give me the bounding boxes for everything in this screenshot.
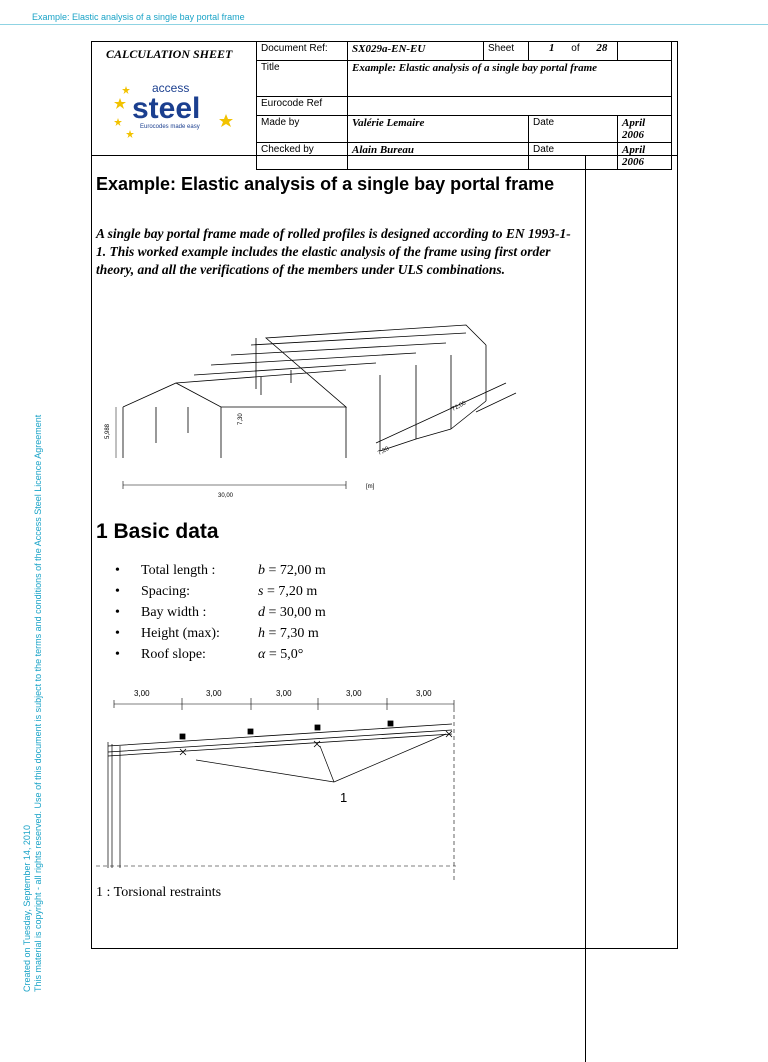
top-divider — [0, 24, 768, 25]
side-note-line1: Created on Tuesday, September 14, 2010 — [22, 825, 32, 992]
logo-steel-text: steel — [132, 92, 201, 125]
item-value: = 72,00 m — [265, 563, 326, 578]
sheet-number: 1 — [549, 42, 555, 54]
date-label-2: Date — [529, 143, 618, 170]
unit-label: [m] — [366, 484, 375, 490]
document-abstract: A single bay portal frame made of rolled profiles is designed according to EN 1993-1-1. This worked example includes the elastic analysis of the frame using first order theory, and all the verifications of the members under ULS combinations. — [96, 226, 571, 277]
item-label: Total length : — [141, 563, 216, 578]
access-steel-logo — [110, 78, 236, 140]
side-note — [22, 415, 44, 992]
side-note-line2: This material is copyright - all rights reserved. Use of this document is subject to the terms and conditions of the Access Steel Licence Agreement — [33, 414, 43, 992]
header-table — [256, 41, 672, 170]
calculation-sheet-label: CALCULATION SHEET — [106, 47, 233, 61]
item-label: Height (max): — [141, 626, 220, 641]
item-symbol: h — [258, 626, 265, 641]
item-label: Spacing: — [141, 584, 190, 599]
sheet-total: 28 — [596, 42, 608, 54]
eurocode-value — [348, 97, 672, 116]
figure-caption: 1 : Torsional restraints — [96, 885, 222, 900]
item-value: = 7,20 m — [263, 584, 318, 599]
item-symbol: α — [258, 647, 266, 662]
item-value: = 30,00 m — [265, 605, 326, 620]
sheet-label: Sheet — [484, 42, 529, 61]
checked-by-value: Alain Bureau — [348, 143, 529, 170]
eurocode-label: Eurocode Ref — [257, 97, 348, 116]
date-label-1: Date — [529, 116, 618, 143]
callout-label: 1 — [340, 790, 348, 805]
title-label: Title — [257, 61, 348, 97]
span-label: 3,00 — [206, 689, 222, 698]
top-note: Example: Elastic analysis of a single bay portal frame — [32, 12, 245, 22]
span-label: 3,00 — [416, 689, 432, 698]
made-by-label: Made by — [257, 116, 348, 143]
item-value: = 5,0° — [265, 647, 304, 662]
section-title-basic-data: 1 Basic data — [96, 520, 219, 543]
date-value-1: April 2006 — [618, 116, 672, 143]
portal-frame-3d-figure — [96, 315, 536, 505]
document-title: Example: Elastic analysis of a single bay portal frame — [96, 174, 555, 194]
rafter-restraint-figure — [96, 680, 476, 880]
doc-ref-label: Document Ref: — [257, 42, 348, 61]
dim-eave-label: 5,988 — [105, 423, 111, 439]
made-by-value: Valérie Lemaire — [348, 116, 529, 143]
item-symbol: s — [258, 584, 264, 599]
item-label: Bay width : — [141, 605, 207, 620]
logo-access-text: access — [152, 81, 190, 95]
of-label: of — [571, 43, 580, 54]
dim-height-label: 7,30 — [238, 413, 244, 425]
span-label: 3,00 — [134, 689, 150, 698]
dim-length-label: 72,00 — [451, 400, 468, 413]
checked-by-label: Checked by — [257, 143, 348, 170]
dim-spacing-label: 7,20 — [377, 445, 391, 457]
item-label: Roof slope: — [141, 647, 206, 662]
margin-column-divider — [585, 155, 586, 1062]
item-symbol: d — [258, 605, 265, 620]
item-value: = 7,30 m — [265, 626, 319, 641]
span-label: 3,00 — [276, 689, 292, 698]
dim-width-label: 30,00 — [218, 493, 234, 499]
item-symbol: b — [258, 563, 265, 578]
title-value: Example: Elastic analysis of a single bay portal frame — [348, 61, 672, 97]
doc-ref-value: SX029a-EN-EU — [348, 42, 484, 61]
date-value-2: April 2006 — [618, 143, 672, 170]
logo-tagline: Eurocodes made easy — [140, 124, 200, 130]
span-label: 3,00 — [346, 689, 362, 698]
